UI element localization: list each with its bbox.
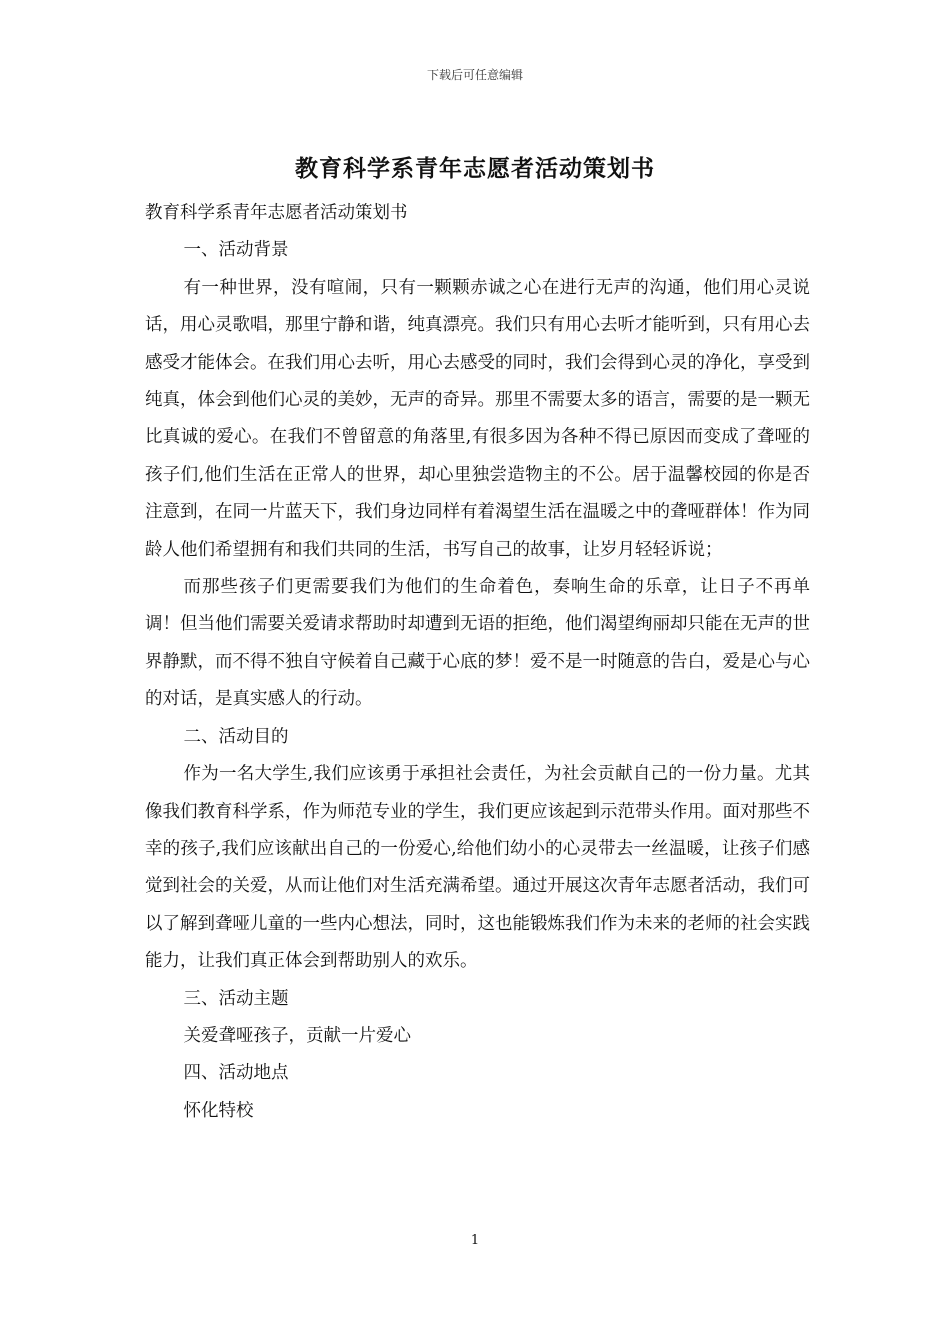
location-text: 怀化特校 bbox=[183, 1100, 254, 1121]
document-body bbox=[145, 195, 810, 1130]
paragraph-purpose: 作为一名大学生,我们应该勇于承担社会责任，为社会贡献自己的一份力量。尤其像我们教育科学系，作为师范专业的学生，我们更应该起到示范带头作用。面对那些不幸的孩子,我们应该献出自己的一份爱心,给他们幼小的心灵带去一丝温暖，让孩子们感觉到社会的关爱，从而让他们对生活充满希望。通过开展这次青年志愿者活动，我们可以了解到聋哑儿童的一些内心想法，同时，这也能锻炼我们作为未来的老师的社会实践能力，让我们真正体会到帮助别人的欢乐。 bbox=[145, 764, 810, 972]
section-heading-purpose: 二、活动目的 bbox=[183, 726, 289, 747]
document-title: 教育科学系青年志愿者活动策划书 bbox=[295, 155, 655, 182]
section-heading-theme: 三、活动主题 bbox=[183, 988, 289, 1009]
section-heading-location: 四、活动地点 bbox=[183, 1063, 289, 1084]
subtitle-line: 教育科学系青年志愿者活动策划书 bbox=[145, 203, 408, 223]
section-heading-background: 一、活动背景 bbox=[183, 240, 289, 261]
page-number: 1 bbox=[470, 1233, 480, 1248]
paragraph-background-2: 而那些孩子们更需要我们为他们的生命着色，奏响生命的乐章，让日子不再单调！但当他们需要关爱请求帮助时却遭到无语的拒绝，他们渴望绚丽却只能在无声的世界静默，而不得不独自守候着自己藏于心底的梦！爱不是一时随意的告白，爱是心与心的对话，是真实感人的行动。 bbox=[145, 577, 810, 710]
paragraph-background-1: 有一种世界，没有喧闹，只有一颗颗赤诚之心在进行无声的沟通，他们用心灵说话，用心灵歌唱，那里宁静和谐，纯真漂亮。我们只有用心去听才能听到，只有用心去感受才能体会。在我们用心去听，用心去感受的同时，我们会得到心灵的净化，享受到纯真，体会到他们心灵的美妙，无声的奇异。那里不需要太多的语言，需要的是一颗无比真诚的爱心。在我们不曾留意的角落里,有很多因为各种不得已原因而变成了聋哑的孩子们,他们生活在正常人的世界，却心里独尝造物主的不公。居于温馨校园的你是否注意到，在同一片蓝天下，我们身边同样有着渴望生活在温暖之中的聋哑群体！作为同龄人他们希望拥有和我们共同的生活，书写自己的故事，让岁月轻轻诉说； bbox=[145, 277, 810, 560]
header-note: 下载后可任意编辑 bbox=[426, 68, 523, 82]
theme-text: 关爱聋哑孩子，贡献一片爱心 bbox=[183, 1025, 411, 1046]
